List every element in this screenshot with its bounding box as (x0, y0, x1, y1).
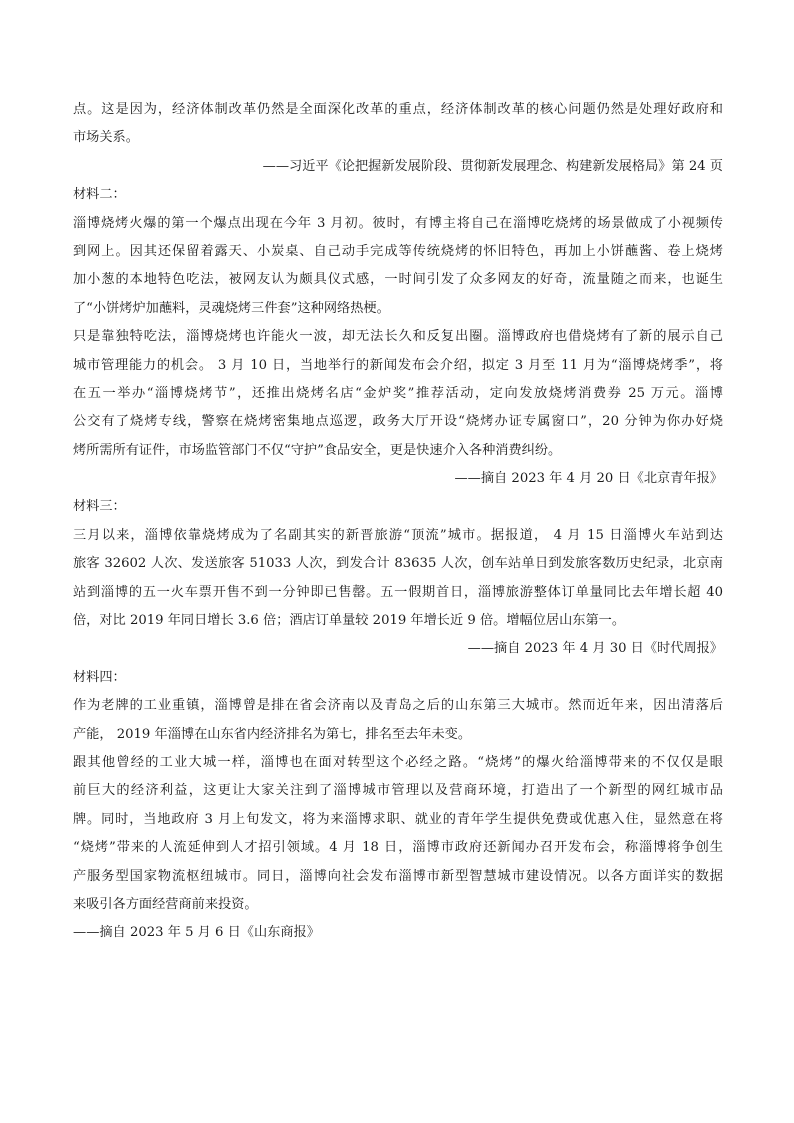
section-heading: 材料三： (73, 499, 126, 515)
paragraph-line: 倍，对比 2019 年同日增长 3.6 倍；酒店订单量较 2019 年增长近 9 倍。增幅位居山东第一。 (73, 613, 626, 629)
paragraph-line: 站到淄博的五一火车票开售不到一分钟即已售罄。五一假期首日，淄博旅游整体订单量同比去年增长超 40 (73, 584, 723, 600)
source-citation: ——摘自 2023 年 4 月 30 日《时代周报》 (467, 641, 723, 657)
paragraph-line: 到网上。因其还保留着露天、小炭桌、自己动手完成等传统烧烤的怀旧特色，再加上小饼蘸酱、卷上烧烤 (73, 243, 723, 259)
paragraph-line: 产能， 2019 年淄博在山东省内经济排名为第七，排名至去年未变。 (73, 726, 472, 742)
paragraph-line: 来吸引各方面经营商前来投资。 (73, 896, 258, 912)
paragraph-line: 旅客 32602 人次、发送旅客 51033 人次，到发合计 83635 人次，创车站单日到发旅客数历史纪录，北京南 (73, 556, 723, 572)
paragraph (73, 692, 723, 749)
paragraph-line: 牌。同时，当地政府 3 月上旬发文，将为来淄博求职、就业的青年学生提供免费或优惠入住，显然意在将 (73, 811, 723, 827)
paragraph-line: 产服务型国家物流枢纽城市。同日，淄博向社会发布淄博市新型智慧城市建设情况。以各方面详实的数据 (73, 868, 723, 884)
paragraph-line: 淄博烧烤火爆的第一个爆点出现在今年 3 月初。彼时，有博主将自己在淄博吃烧烤的场景做成了小视频传 (73, 215, 723, 231)
source-citation: ——习近平《论把握新发展阶段、贯彻新发展理念、构建新发展格局》第 24 页 (262, 158, 723, 174)
section-heading: 材料四： (73, 669, 126, 685)
paragraph-line: 城市管理能力的机会。 3 月 10 日，当地举行的新闻发布会介绍，拟定 3 月至 11 月为“淄博烧烤季”，将 (73, 357, 723, 373)
section-material-4 (73, 664, 723, 948)
paragraph-line: 前巨大的经济利益，这更让大家关注到了淄博城市管理以及营商环境，打造出了一个新型的网红城市品 (73, 783, 723, 799)
section-material-1-tail (73, 96, 723, 181)
paragraph-line: 点。这是因为，经济体制改革仍然是全面深化改革的重点，经济体制改革的核心问题仍然是处理好政府和 (73, 102, 723, 117)
paragraph-line: 加小葱的本地特色吃法，被网友认为颇具仪式感，一时间引发了众多网友的好奇，流量随之而来，也诞生 (73, 272, 723, 288)
paragraph-line: 跟其他曾经的工业大城一样，淄博也在面对转型这个必经之路。“烧烤”的爆火给淄博带来的不仅仅是眼 (73, 754, 723, 770)
paragraph (73, 522, 723, 636)
paragraph-line: 烤所需所有证件，市场监管部门不仅“守护”食品安全，更是快速介入各种消费纠纷。 (73, 442, 562, 458)
paragraph-line: 作为老牌的工业重镇，淄博曾是排在省会济南以及青岛之后的山东第三大城市。然而近年来，因出清落后 (73, 698, 723, 714)
paragraph (73, 96, 723, 153)
paragraph (73, 323, 723, 465)
paragraph (73, 749, 723, 919)
section-heading: 材料二： (73, 187, 126, 203)
section-material-3 (73, 493, 723, 663)
paragraph (73, 210, 723, 324)
paragraph-line: 只是靠独特吃法，淄博烧烤也许能火一波，却无法长久和反复出圈。淄博政府也借烧烤有了新的展示自己 (73, 329, 723, 345)
paragraph-line: 三月以来，淄博依靠烧烤成为了名副其实的新晋旅游“顶流”城市。据报道， 4 月 15 日淄博火车站到达 (73, 527, 723, 543)
source-citation: ——摘自 2023 年 5 月 6 日《山东商报》 (73, 925, 320, 941)
paragraph-line: “烧烤”带来的人流延伸到人才招引领域。4 月 18 日，淄博市政府还新闻办召开发布会，称淄博将争创生 (73, 840, 723, 856)
paragraph-line: 在五一举办“淄博烧烤节”，还推出烧烤名店“金炉奖”推荐活动，定向发放烧烤消费券 25 万元。淄博 (73, 385, 723, 401)
paragraph-line: 了“小饼烤炉加蘸料，灵魂烧烤三件套”这种网络热梗。 (73, 300, 390, 316)
paragraph-line: 市场关系。 (73, 130, 139, 146)
section-material-2 (73, 181, 723, 493)
source-citation: ——摘自 2023 年 4 月 20 日《北京青年报》 (454, 471, 723, 487)
paragraph-line: 公交有了烧烤专线，警察在烧烤密集地点巡逻，政务大厅开设“烧烤办证专属窗口”，20 分钟为你办好烧 (73, 414, 723, 430)
document-page (73, 96, 723, 948)
